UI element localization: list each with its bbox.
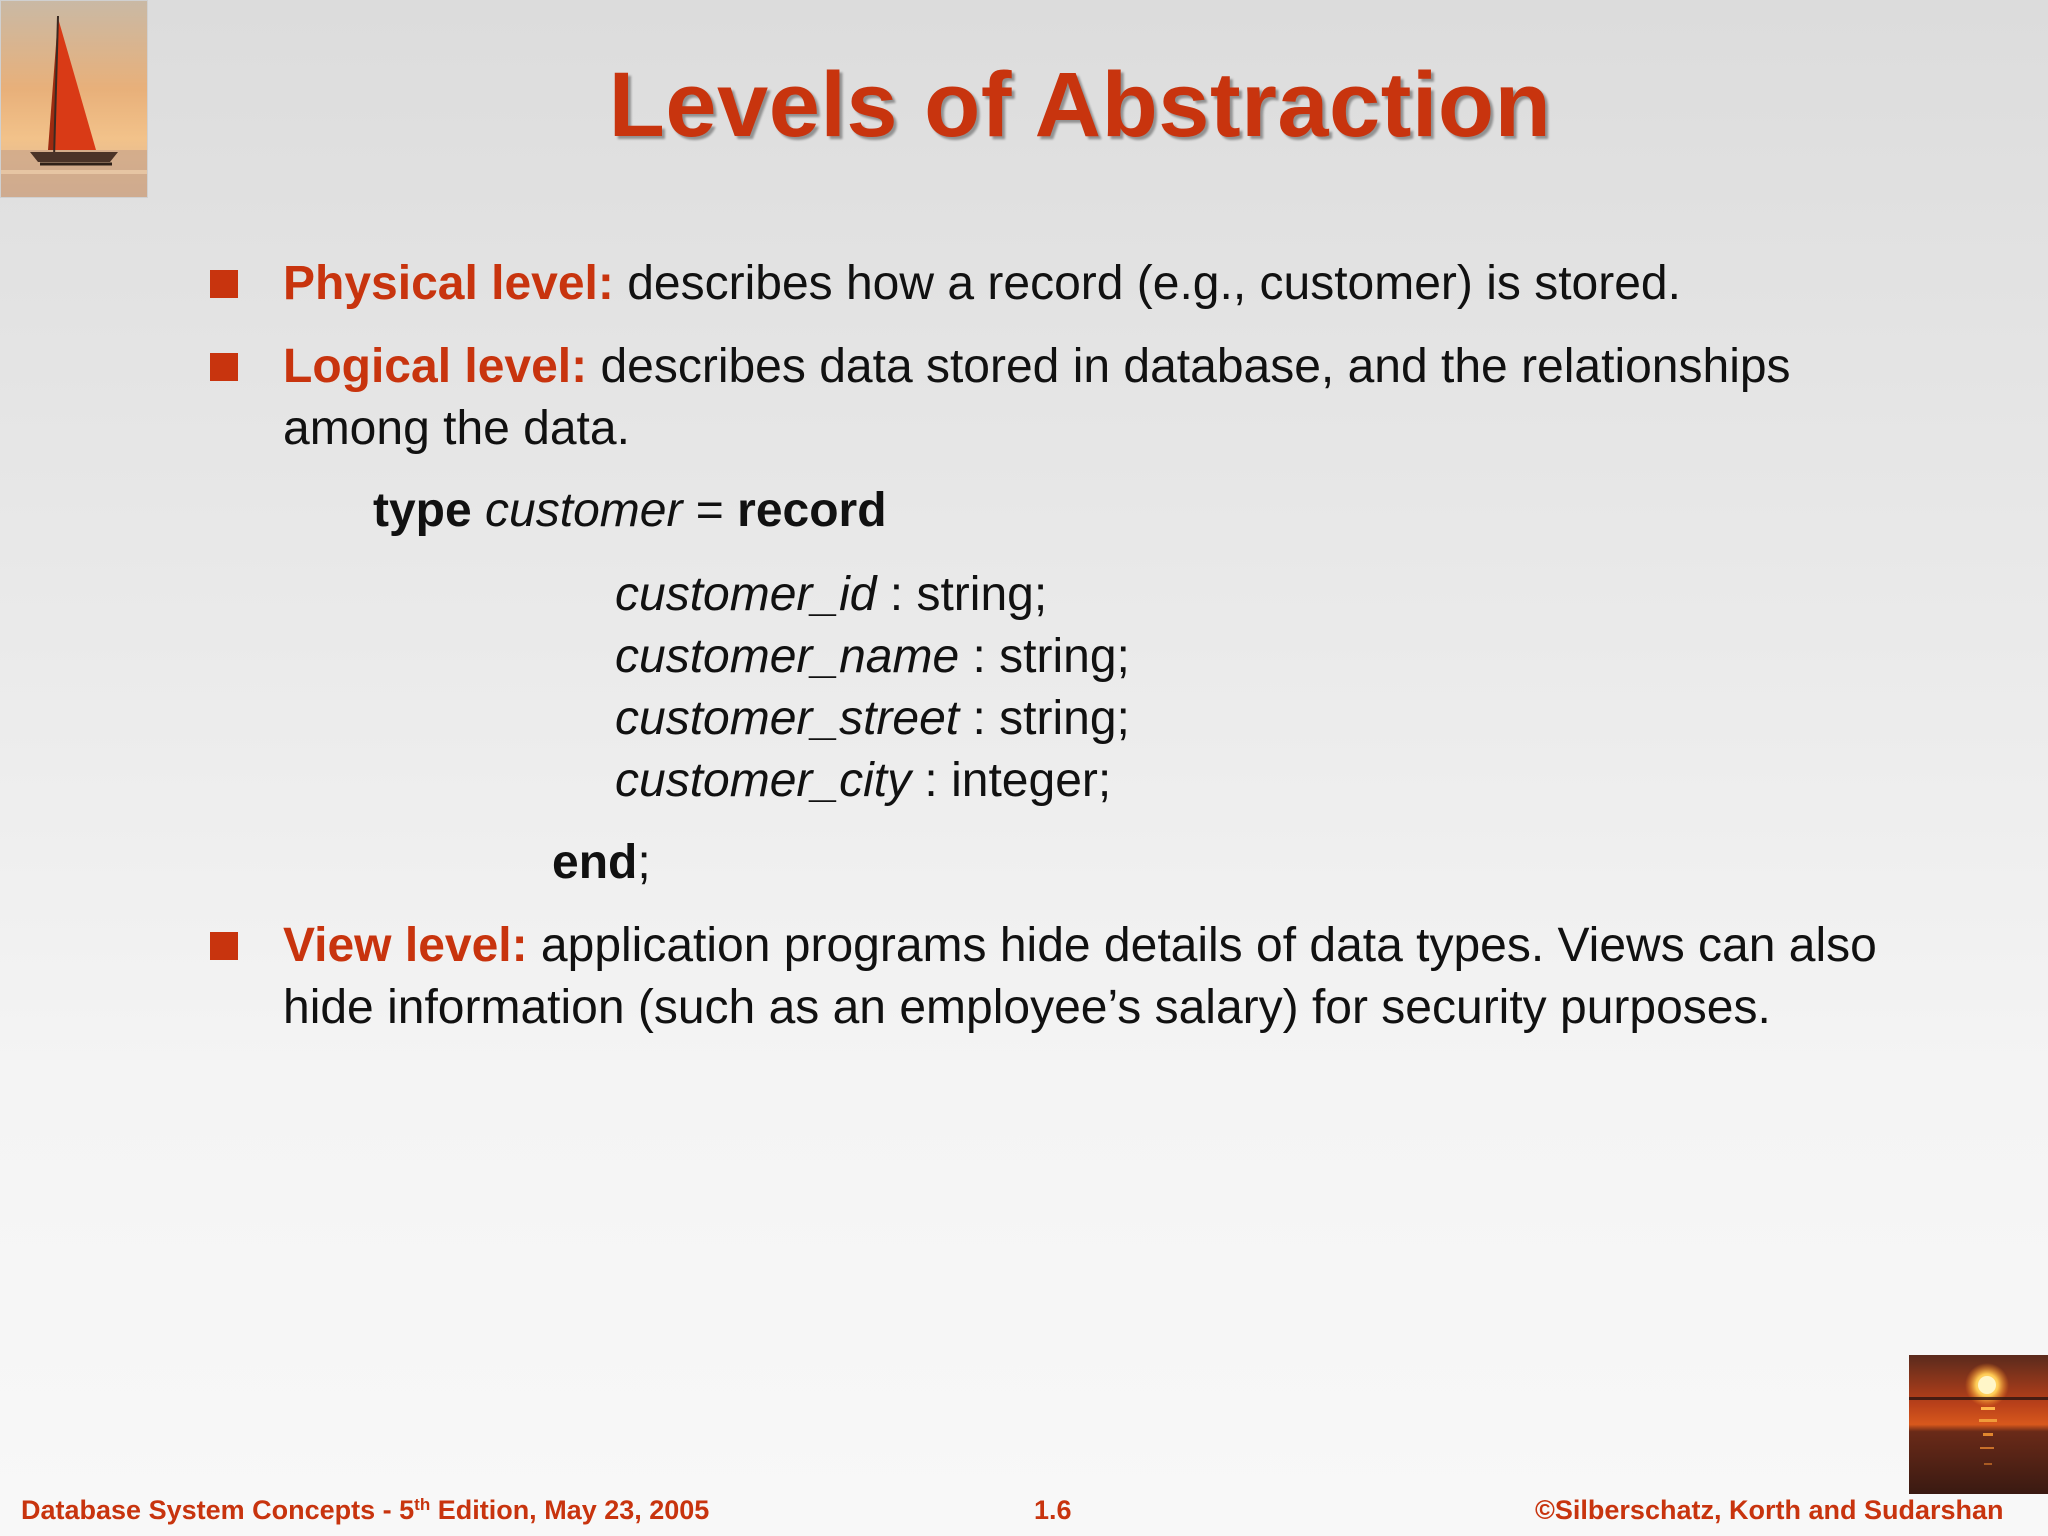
- code-type-name: customer: [485, 484, 683, 537]
- sunset-logo-icon: [1909, 1355, 2048, 1494]
- sailboat-logo-icon: [0, 0, 148, 198]
- code-field-line: [615, 688, 1130, 750]
- bullet-marker: [210, 270, 238, 298]
- code-field-line: [615, 564, 1047, 626]
- footer-page-number: 1.6: [1034, 1495, 1072, 1525]
- bullet-logical-level: [283, 336, 1923, 460]
- code-field-type: : integer;: [911, 754, 1112, 807]
- bullet-heading: View level:: [283, 919, 528, 972]
- code-keyword: type: [373, 484, 472, 537]
- footer-book-sup: th: [414, 1495, 431, 1514]
- code-type-line: [373, 480, 887, 542]
- code-field-name: customer_id: [615, 568, 877, 621]
- code-field-name: customer_city: [615, 754, 912, 807]
- footer-book-title: [21, 1493, 709, 1527]
- code-field-name: customer_name: [615, 630, 960, 683]
- slide-title: Levels of Abstraction: [608, 54, 1552, 156]
- code-field-line: [615, 750, 1111, 812]
- code-end-line: [552, 832, 651, 894]
- footer-copyright: ©Silberschatz, Korth and Sudarshan: [1535, 1495, 2004, 1525]
- code-equals: =: [682, 484, 738, 537]
- code-field-type: : string;: [876, 568, 1048, 621]
- code-field-name: customer_street: [615, 692, 960, 745]
- bullet-marker: [210, 353, 238, 381]
- bullet-marker: [210, 932, 238, 960]
- code-end-punct: ;: [637, 836, 651, 889]
- bullet-heading: Logical level:: [283, 340, 588, 393]
- footer-book-suffix: Edition, May 23, 2005: [430, 1495, 710, 1525]
- bullet-text: application programs hide details of data types. Views can also hide information (such as an employee’s salary) for security purposes.: [283, 919, 1877, 1034]
- code-keyword: end: [552, 836, 638, 889]
- bullet-text: describes data stored in database, and the relationships among the data.: [283, 340, 1791, 455]
- code-field-type: : string;: [959, 630, 1130, 683]
- footer-book-prefix: Database System Concepts - 5: [21, 1495, 415, 1525]
- bullet-physical-level: [283, 253, 1933, 315]
- code-keyword: record: [737, 484, 887, 537]
- code-field-line: [615, 626, 1130, 688]
- code-field-type: : string;: [959, 692, 1130, 745]
- bullet-view-level: [283, 915, 1913, 1039]
- bullet-heading: Physical level:: [283, 257, 614, 310]
- bullet-text: describes how a record (e.g., customer) is stored.: [613, 257, 1681, 310]
